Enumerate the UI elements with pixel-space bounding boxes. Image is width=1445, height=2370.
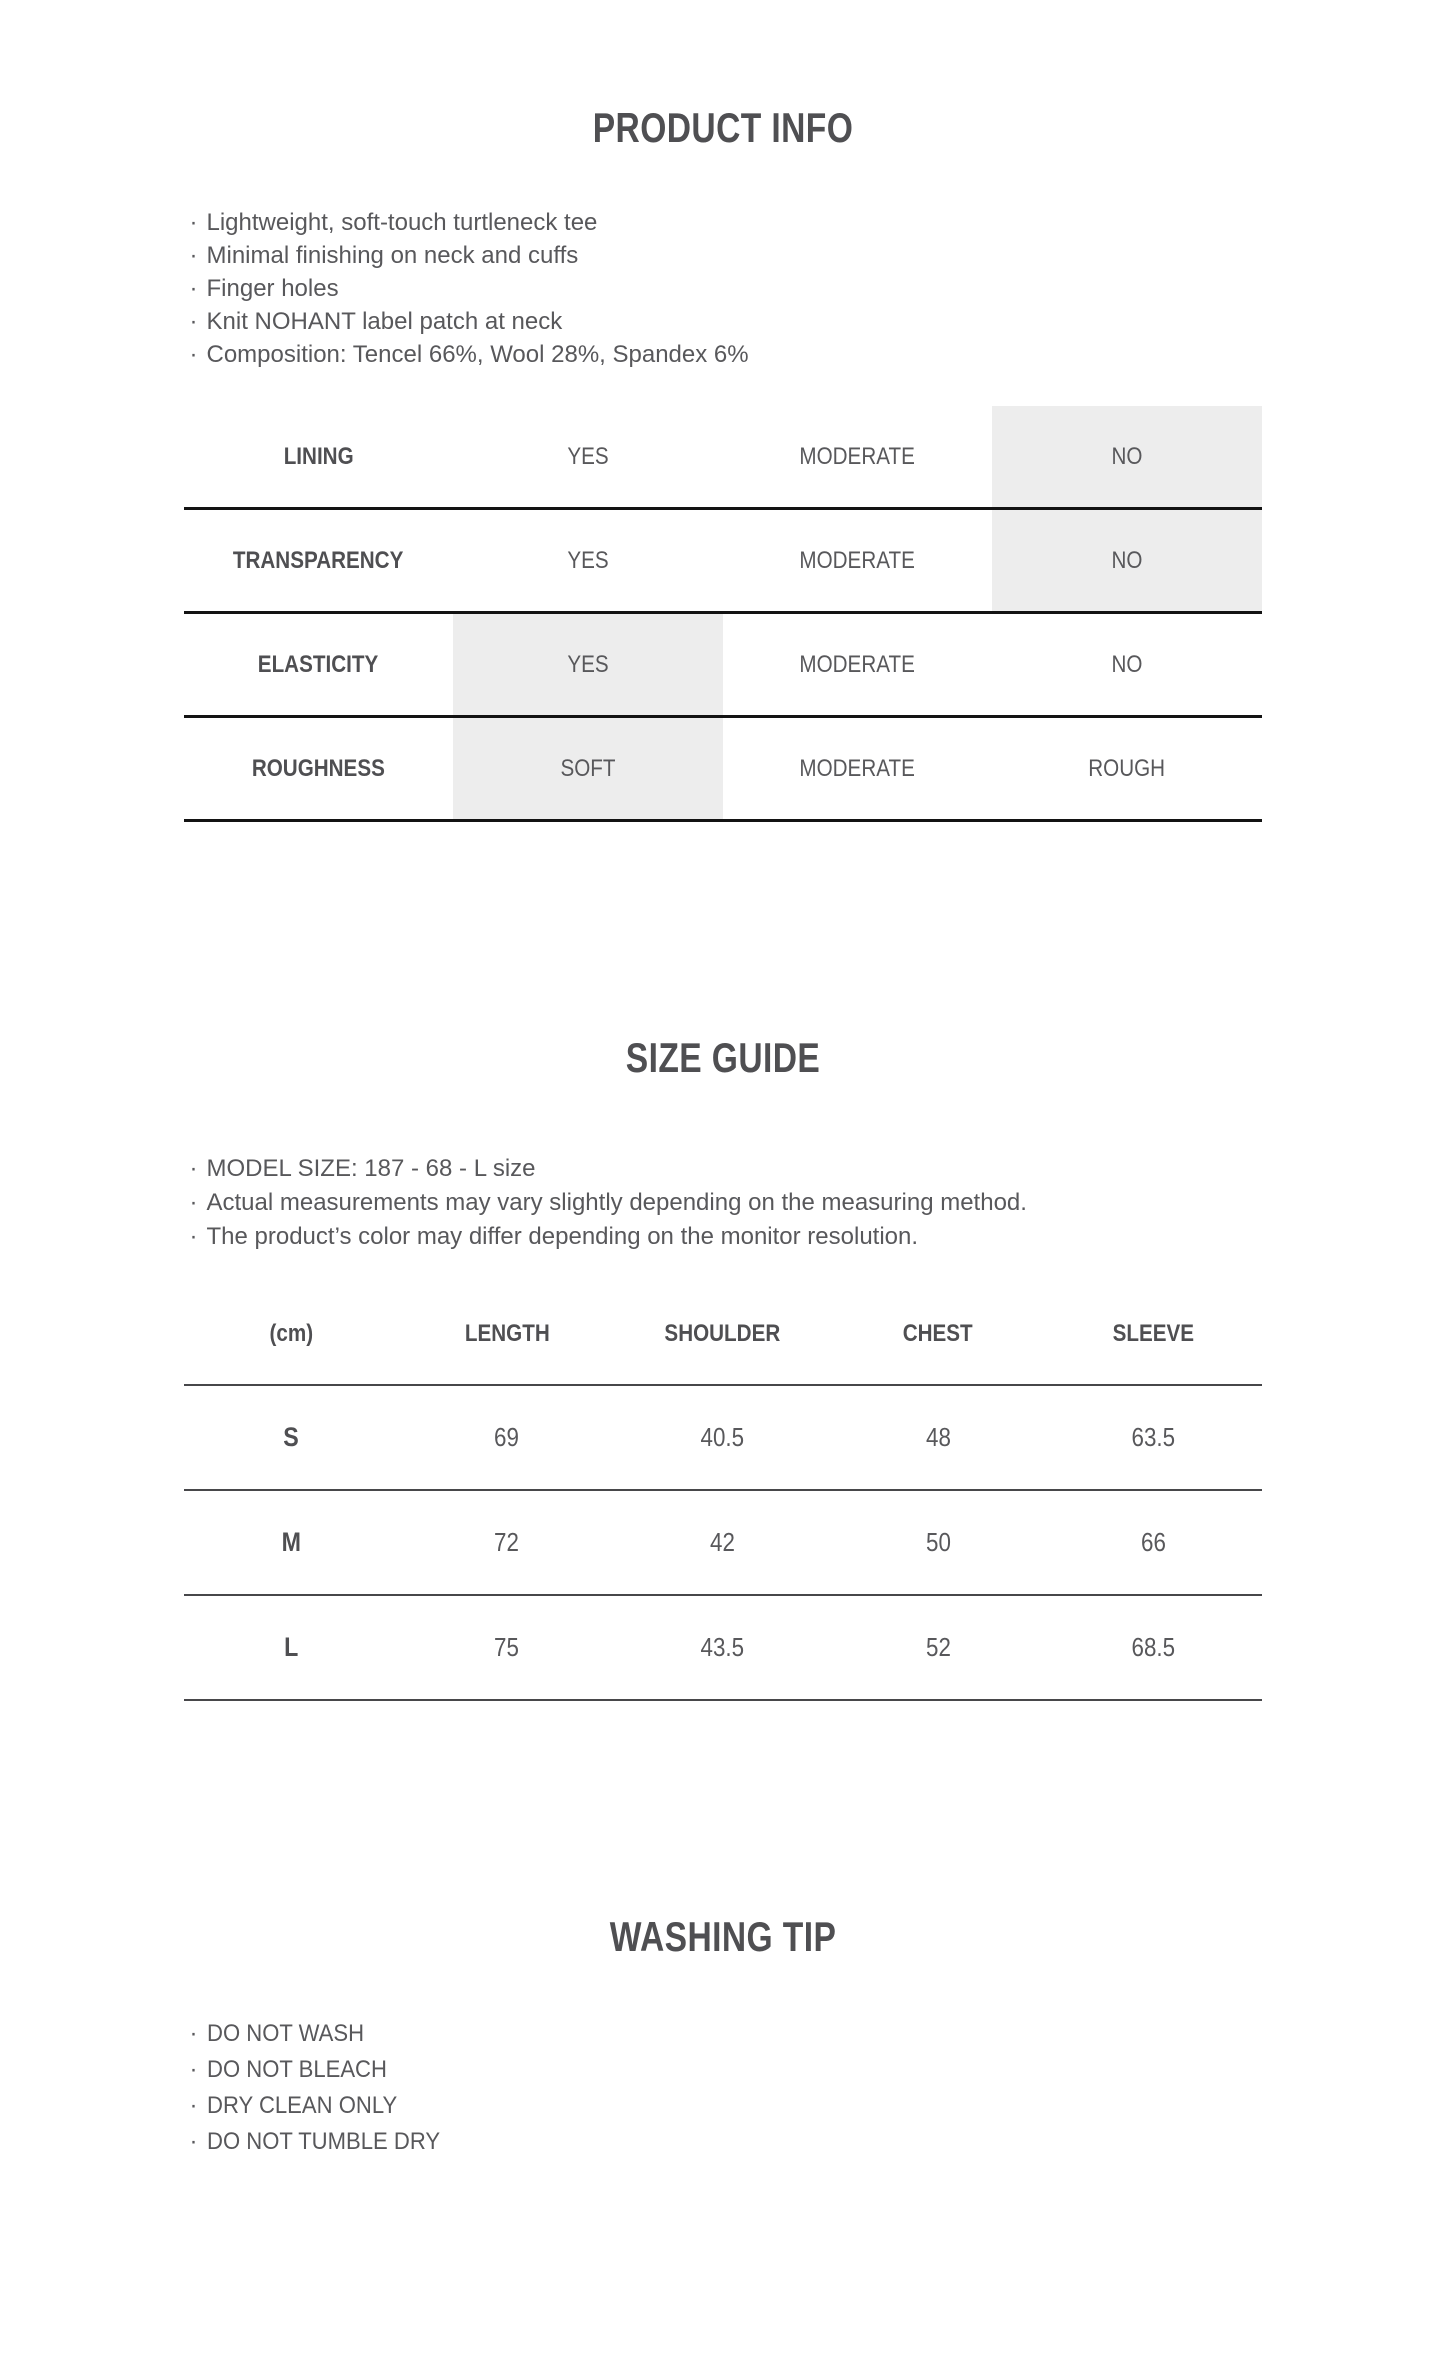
spec-option-cell-selected <box>453 614 723 715</box>
bullet-text: Lightweight, soft-touch turtleneck tee <box>206 209 598 236</box>
spec-option-cell <box>723 614 993 715</box>
measurement-cell <box>830 1386 1046 1489</box>
bullet-text: Actual measurements may vary slightly depending on the measuring method. <box>206 1189 1027 1216</box>
spec-row-label <box>184 510 454 611</box>
spec-row-roughness <box>184 718 1262 822</box>
size-label-text: M <box>281 1527 301 1557</box>
spec-option-cell <box>992 718 1262 819</box>
size-label-text: S <box>283 1422 300 1452</box>
measurement-cell <box>1046 1386 1262 1489</box>
spec-option-cell <box>453 406 723 507</box>
spec-option-cell-selected <box>453 718 723 819</box>
measurement-cell <box>399 1596 615 1699</box>
bullet-text: Finger holes <box>206 275 339 302</box>
bullet-item <box>190 2016 1262 2052</box>
spec-option-text: NO <box>1111 442 1143 470</box>
spec-option-cell <box>723 406 993 507</box>
measurement-text: 66 <box>1141 1527 1167 1557</box>
spec-label-text: ELASTICITY <box>258 650 379 678</box>
spec-row-transparency <box>184 510 1262 614</box>
spec-option-cell <box>723 510 993 611</box>
bullet-item <box>190 1186 1262 1220</box>
size-table-col-header <box>399 1284 615 1384</box>
size-table-row-s <box>184 1386 1262 1491</box>
spec-option-text: NO <box>1111 650 1143 678</box>
size-chart-table <box>184 1284 1262 1701</box>
measurement-text: 50 <box>925 1527 951 1557</box>
header-text: LENGTH <box>464 1320 550 1347</box>
bullet-text: DO NOT BLEACH <box>206 2056 387 2083</box>
measurement-text: 43.5 <box>700 1632 745 1662</box>
bullet-item <box>190 206 1262 239</box>
bullet-text: Knit NOHANT label patch at neck <box>206 308 563 335</box>
measurement-text: 52 <box>925 1632 951 1662</box>
measurement-cell <box>399 1491 615 1594</box>
spec-option-text: YES <box>567 546 609 574</box>
spec-row-elasticity <box>184 614 1262 718</box>
spec-option-text: SOFT <box>560 754 616 782</box>
spec-option-text: MODERATE <box>799 650 915 678</box>
spec-label-text: ROUGHNESS <box>251 754 385 782</box>
bullet-item <box>190 338 1262 371</box>
product-info-bullet-list <box>184 206 1262 371</box>
spec-option-text: MODERATE <box>799 754 915 782</box>
bullet-text: DO NOT TUMBLE DRY <box>206 2128 440 2155</box>
spec-row-label <box>184 614 454 715</box>
measurement-cell <box>1046 1596 1262 1699</box>
measurement-cell <box>615 1596 831 1699</box>
size-table-header-row <box>184 1284 1262 1386</box>
bullet-text: DRY CLEAN ONLY <box>206 2092 397 2119</box>
bullet-text: Minimal finishing on neck and cuffs <box>206 242 579 269</box>
size-table-col-header <box>615 1284 831 1384</box>
spec-row-label <box>184 406 454 507</box>
size-table-unit-header <box>184 1284 400 1384</box>
size-label-cell <box>184 1491 400 1594</box>
bullet-item <box>190 2124 1262 2160</box>
fabric-spec-table <box>184 406 1262 822</box>
bullet-item <box>190 2088 1262 2124</box>
bullet-text: Composition: Tencel 66%, Wool 28%, Spandex 6% <box>206 341 749 368</box>
spec-option-cell <box>453 510 723 611</box>
size-label-text: L <box>284 1632 299 1662</box>
measurement-cell <box>615 1491 831 1594</box>
size-table-col-header <box>1046 1284 1262 1384</box>
bullet-text: DO NOT WASH <box>206 2020 364 2047</box>
spec-option-text: NO <box>1111 546 1143 574</box>
spec-option-cell-selected <box>992 406 1262 507</box>
measurement-text: 48 <box>925 1422 951 1452</box>
spec-option-text: MODERATE <box>799 546 915 574</box>
header-text: (cm) <box>269 1320 314 1347</box>
measurement-cell <box>830 1491 1046 1594</box>
spec-row-label <box>184 718 454 819</box>
size-table-col-header <box>830 1284 1046 1384</box>
washing-tip-heading: WASHING TIP <box>609 1913 836 1960</box>
size-label-cell <box>184 1386 400 1489</box>
header-text: SHOULDER <box>664 1320 781 1347</box>
spec-option-text: YES <box>567 650 609 678</box>
measurement-text: 68.5 <box>1131 1632 1176 1662</box>
measurement-text: 63.5 <box>1131 1422 1176 1452</box>
bullet-item <box>190 272 1262 305</box>
measurement-text: 75 <box>494 1632 520 1662</box>
bullet-text: The product’s color may differ depending on the monitor resolution. <box>206 1223 919 1250</box>
spec-label-text: LINING <box>283 442 354 470</box>
size-guide-heading: SIZE GUIDE <box>625 1034 820 1081</box>
size-guide-bullet-list <box>184 1152 1262 1254</box>
size-label-cell <box>184 1596 400 1699</box>
spec-row-lining <box>184 406 1262 510</box>
size-table-row-m <box>184 1491 1262 1596</box>
spec-option-text: MODERATE <box>799 442 915 470</box>
measurement-text: 40.5 <box>700 1422 745 1452</box>
measurement-text: 72 <box>494 1527 520 1557</box>
measurement-cell <box>399 1386 615 1489</box>
header-text: SLEEVE <box>1112 1320 1195 1347</box>
header-text: CHEST <box>903 1320 974 1347</box>
spec-option-cell <box>992 614 1262 715</box>
spec-option-text: YES <box>567 442 609 470</box>
spec-label-text: TRANSPARENCY <box>233 546 404 574</box>
product-info-heading: PRODUCT INFO <box>592 104 853 151</box>
measurement-cell <box>615 1386 831 1489</box>
measurement-cell <box>1046 1491 1262 1594</box>
measurement-text: 42 <box>710 1527 735 1557</box>
size-table-row-l <box>184 1596 1262 1701</box>
measurement-cell <box>830 1596 1046 1699</box>
bullet-item <box>190 239 1262 272</box>
bullet-item <box>190 1152 1262 1186</box>
spec-option-text: ROUGH <box>1088 754 1166 782</box>
washing-tip-bullet-list <box>184 2016 1262 2160</box>
measurement-text: 69 <box>494 1422 520 1452</box>
spec-option-cell <box>723 718 993 819</box>
bullet-text: MODEL SIZE: 187 - 68 - L size <box>206 1155 536 1182</box>
bullet-item <box>190 305 1262 338</box>
bullet-item <box>190 2052 1262 2088</box>
product-detail-page <box>184 106 1262 2160</box>
bullet-item <box>190 1220 1262 1254</box>
spec-option-cell-selected <box>992 510 1262 611</box>
